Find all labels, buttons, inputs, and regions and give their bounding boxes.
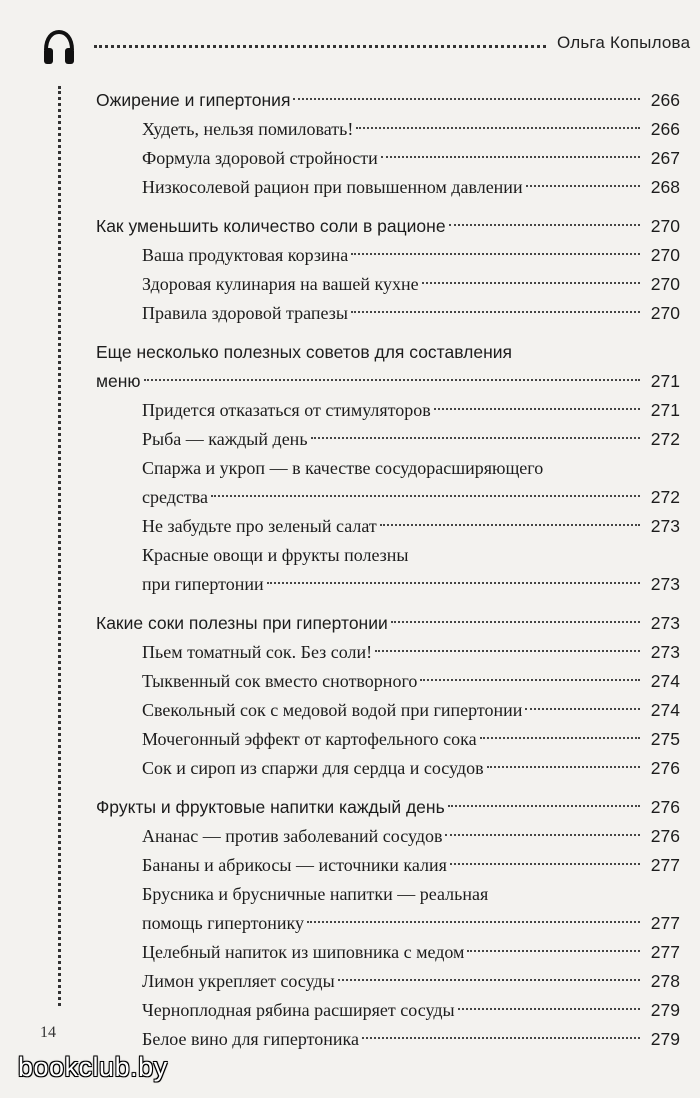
dot-leader xyxy=(351,253,640,255)
toc-page-number: 273 xyxy=(650,574,680,594)
toc-line xyxy=(96,367,680,396)
dot-leader xyxy=(356,127,640,129)
toc-subentry xyxy=(96,938,680,967)
dot-leader xyxy=(434,408,640,410)
toc-subentry xyxy=(96,696,680,725)
toc-page-number: 276 xyxy=(650,826,680,846)
header-divider xyxy=(94,45,546,48)
toc-line xyxy=(142,909,680,938)
toc-label-line: Спаржа и укроп — в качестве сосудорасширяющего xyxy=(142,458,544,478)
dot-leader xyxy=(375,650,640,652)
running-head-author: Ольга Копылова xyxy=(557,33,691,52)
toc-label: Фрукты и фруктовые напитки каждый день xyxy=(96,797,445,817)
toc-page-number: 270 xyxy=(650,245,680,265)
dot-leader xyxy=(362,1037,640,1039)
toc-line xyxy=(142,667,680,696)
toc-label: Низкосолевой рацион при повышенном давлении xyxy=(142,177,523,197)
toc-subentry xyxy=(96,996,680,1025)
toc-label: Здоровая кулинария на вашей кухне xyxy=(142,274,419,294)
dot-leader xyxy=(449,224,640,226)
toc-subentry xyxy=(96,270,680,299)
toc-page-number: 268 xyxy=(650,177,680,197)
dot-leader xyxy=(525,708,640,710)
toc-line xyxy=(96,212,680,241)
toc-line xyxy=(142,512,680,541)
toc-label: меню xyxy=(96,371,141,391)
toc-line xyxy=(96,86,680,115)
toc-page-number: 273 xyxy=(650,642,680,662)
page-number: 14 xyxy=(40,1024,56,1041)
toc-label: Не забудьте про зеленый салат xyxy=(142,516,377,536)
dot-leader xyxy=(458,1008,640,1010)
toc-subentry xyxy=(96,667,680,696)
toc-line xyxy=(142,851,680,880)
toc-label: Какие соки полезны при гипертонии xyxy=(96,613,388,633)
toc-line xyxy=(142,483,680,512)
headphones-icon xyxy=(42,28,76,68)
table-of-contents xyxy=(96,86,680,1054)
toc-page-number: 274 xyxy=(650,671,680,691)
toc-line xyxy=(142,725,680,754)
dot-leader xyxy=(311,437,640,439)
toc-label: средства xyxy=(142,487,209,507)
dot-leader xyxy=(380,524,640,526)
toc-line xyxy=(142,696,680,725)
toc-page-number: 277 xyxy=(650,913,680,933)
dot-leader xyxy=(420,679,640,681)
toc-line xyxy=(142,638,680,667)
toc-line xyxy=(142,115,680,144)
toc-section xyxy=(96,793,680,822)
toc-subentry xyxy=(96,299,680,328)
toc-label: помощь гипертонику xyxy=(142,913,305,933)
toc-label: Мочегонный эффект от картофельного сока xyxy=(142,729,477,749)
toc-line xyxy=(142,822,680,851)
toc-subentry xyxy=(96,173,680,202)
toc-label: Ожирение и гипертония xyxy=(96,90,291,110)
toc-line xyxy=(96,793,680,822)
toc-page-number: 278 xyxy=(650,971,680,991)
dot-leader xyxy=(211,495,640,497)
toc-label: Целебный напиток из шиповника с медом xyxy=(142,942,465,962)
watermark: bookclub.by xyxy=(18,1052,168,1082)
toc-subentry xyxy=(96,115,680,144)
margin-divider xyxy=(58,86,61,1006)
toc-label: Сок и сироп из спаржи для сердца и сосудов xyxy=(142,758,484,778)
toc-page-number: 267 xyxy=(650,148,680,168)
toc-label: Ананас — против заболеваний сосудов xyxy=(142,826,443,846)
toc-page-number: 271 xyxy=(650,400,680,420)
toc-label: Рыба — каждый день xyxy=(142,429,308,449)
toc-page-number: 270 xyxy=(650,274,680,294)
toc-label: Пьем томатный сок. Без соли! xyxy=(142,642,373,662)
dot-leader xyxy=(391,621,640,623)
toc-line xyxy=(142,144,680,173)
toc-subentry xyxy=(96,512,680,541)
toc-page-number: 273 xyxy=(650,516,680,536)
toc-page-number: 279 xyxy=(650,1029,680,1049)
dot-leader xyxy=(487,766,640,768)
toc-page-number: 266 xyxy=(650,90,680,110)
toc-line xyxy=(142,754,680,783)
dot-leader xyxy=(448,805,640,807)
toc-label: Лимон укрепляет сосуды xyxy=(142,971,335,991)
toc-label: Как уменьшить количество соли в рационе xyxy=(96,216,446,236)
dot-leader xyxy=(467,950,640,952)
toc-subentry xyxy=(96,241,680,270)
dot-leader xyxy=(450,863,640,865)
toc-line xyxy=(142,1025,680,1054)
toc-page-number: 277 xyxy=(650,855,680,875)
toc-label: Тыквенный сок вместо снотворного xyxy=(142,671,418,691)
toc-subentry xyxy=(96,725,680,754)
toc-subentry xyxy=(96,822,680,851)
toc-line xyxy=(142,570,680,599)
toc-line xyxy=(96,609,680,638)
toc-label: Формула здоровой стройности xyxy=(142,148,378,168)
toc-line xyxy=(142,938,680,967)
toc-page-number: 272 xyxy=(650,487,680,507)
toc-page-number: 274 xyxy=(650,700,680,720)
dot-leader xyxy=(480,737,640,739)
toc-page-number: 275 xyxy=(650,729,680,749)
toc-page-number: 270 xyxy=(650,216,680,236)
toc-section xyxy=(96,86,680,115)
toc-page-number: 277 xyxy=(650,942,680,962)
toc-subentry xyxy=(96,851,680,880)
toc-label-line: Брусника и брусничные напитки — реальная xyxy=(142,884,489,904)
toc-section xyxy=(96,212,680,241)
toc-section xyxy=(96,338,680,396)
dot-leader xyxy=(293,98,640,100)
dot-leader xyxy=(338,979,640,981)
toc-page-number: 272 xyxy=(650,429,680,449)
toc-section xyxy=(96,609,680,638)
toc-subentry xyxy=(96,425,680,454)
toc-subentry xyxy=(96,638,680,667)
toc-line xyxy=(142,996,680,1025)
dot-leader xyxy=(422,282,640,284)
toc-label: Черноплодная рябина расширяет сосуды xyxy=(142,1000,455,1020)
toc-line xyxy=(142,299,680,328)
toc-page-number: 266 xyxy=(650,119,680,139)
toc-subentry xyxy=(96,396,680,425)
toc-line xyxy=(142,396,680,425)
toc-subentry xyxy=(96,541,680,599)
toc-label: Ваша продуктовая корзина xyxy=(142,245,349,265)
toc-page-number: 276 xyxy=(650,797,680,817)
toc-line xyxy=(142,270,680,299)
dot-leader xyxy=(381,156,640,158)
dot-leader xyxy=(267,582,640,584)
dot-leader xyxy=(445,834,640,836)
toc-label-line: Красные овощи и фрукты полезны xyxy=(142,545,409,565)
toc-label: при гипертонии xyxy=(142,574,264,594)
toc-line xyxy=(142,425,680,454)
toc-page-number: 276 xyxy=(650,758,680,778)
toc-subentry xyxy=(96,880,680,938)
toc-label: Свекольный сок с медовой водой при гипертонии xyxy=(142,700,523,720)
toc-label: Белое вино для гипертоника xyxy=(142,1029,359,1049)
toc-subentry xyxy=(96,1025,680,1054)
toc-line xyxy=(142,173,680,202)
dot-leader xyxy=(351,311,640,313)
toc-line xyxy=(142,241,680,270)
dot-leader xyxy=(144,379,640,381)
toc-subentry xyxy=(96,754,680,783)
toc-page-number: 271 xyxy=(650,371,680,391)
toc-page-number: 270 xyxy=(650,303,680,323)
toc-label: Худеть, нельзя помиловать! xyxy=(142,119,354,139)
dot-leader xyxy=(307,921,640,923)
toc-label-line: Еще несколько полезных советов для составления xyxy=(96,342,512,362)
toc-line xyxy=(142,967,680,996)
dot-leader xyxy=(526,185,640,187)
toc-label: Придется отказаться от стимуляторов xyxy=(142,400,431,420)
toc-page-number: 273 xyxy=(650,613,680,633)
toc-subentry xyxy=(96,454,680,512)
toc-subentry xyxy=(96,967,680,996)
toc-subentry xyxy=(96,144,680,173)
toc-page-number: 279 xyxy=(650,1000,680,1020)
toc-label: Бананы и абрикосы — источники калия xyxy=(142,855,447,875)
toc-label: Правила здоровой трапезы xyxy=(142,303,348,323)
